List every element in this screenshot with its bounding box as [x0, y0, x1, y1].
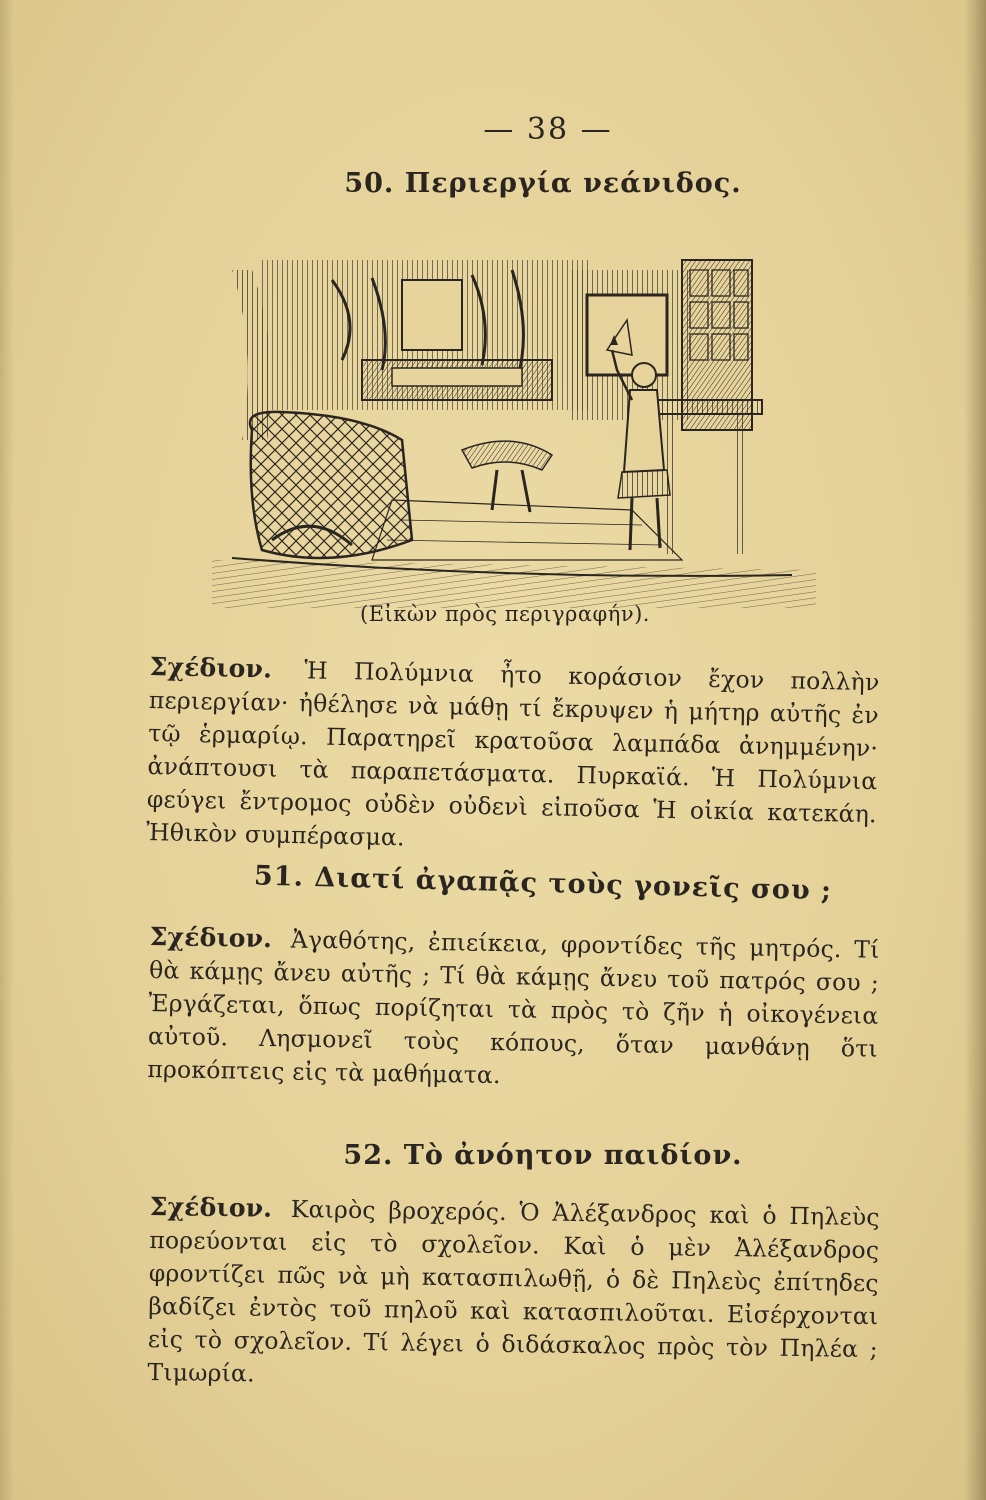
plan-label: Σχέδιον.: [149, 921, 273, 954]
page-number: — 38 —: [483, 112, 613, 147]
plan-text: Ἀγαθότης, ἐπιείκεια, φροντίδες τῆς μητρός. Τί θὰ κάμῃς ἄνευ αὐτῆς ; Τί θὰ κάμῃς ἄνευ τοῦ πατρός σου ; Ἐργάζεται, ὅπως πορίζηται τὰ πρὸς τὸ ζῆν ἡ οἰκογένεια αὐτοῦ. Λησμονεῖ τοὺς κόπους, ὅταν μανθάνῃ ὅτι προκόπτεις εἰς τὰ μαθήματα.: [147, 925, 880, 1090]
spine-shadow: [964, 0, 986, 1500]
plan-text: Καιρὸς βροχερός. Ὁ Ἀλέξανδρος καὶ ὁ Πηλεὺς πορεύονται εἰς τὸ σχολεῖον. Καὶ ὁ μὲν Ἀλέξανδρος φροντίζει πῶς νὰ μὴ κατασπιλωθῇ, ὁ δὲ Πηλεὺς ἐπίτηδες βαδίζει ἐντὸς τοῦ πηλοῦ καὶ κατασπιλοῦται. Εἰσέρχονται εἰς τὸ σχολεῖον. Τί λέγει ὁ διδάσκαλος πρὸς τὸν Πηλέα ; Τιμωρία.: [147, 1194, 880, 1388]
figure-caption: (Εἰκὼν πρὸς περιγραφήν).: [360, 602, 650, 626]
section-52-plan: [147, 1190, 880, 1399]
plan-label: Σχέδιον.: [149, 651, 273, 684]
section-50-plan: [146, 650, 880, 864]
section-50-heading: 50. Περιεργία νεάνιδος.: [344, 168, 742, 199]
section-52-heading: 52. Τὸ ἀνόητον παιδίον.: [343, 1140, 743, 1171]
section-51-heading: 51. Διατί ἀγαπᾷς τοὺς γονεῖς σου ;: [253, 860, 833, 907]
section-51-plan: [147, 920, 880, 1099]
engraving-illustration: [212, 240, 816, 608]
plan-label: Σχέδιον.: [149, 1191, 273, 1223]
plan-text: Ἡ Πολύμνια ἦτο κοράσιον ἔχον πολλὴν περιεργίαν· ἠθέλησε νὰ μάθῃ τί ἔκρυψεν ἡ μήτηρ αὐτῆς ἐν τῷ ἑρμαρίῳ. Παρατηρεῖ κρατοῦσα λαμπάδα ἀνημμένην· ἀνάπτουσι τὰ παραπετάσματα. Πυρκαϊά. Ἡ Πολύμνια φεύγει ἔντρομος οὐδὲν οὐδενὶ εἰποῦσα Ἡ οἰκία κατεκάη. Ἠθικὸν συμπέρασμα.: [145, 656, 880, 852]
page-edge-shadow: [0, 0, 14, 1500]
